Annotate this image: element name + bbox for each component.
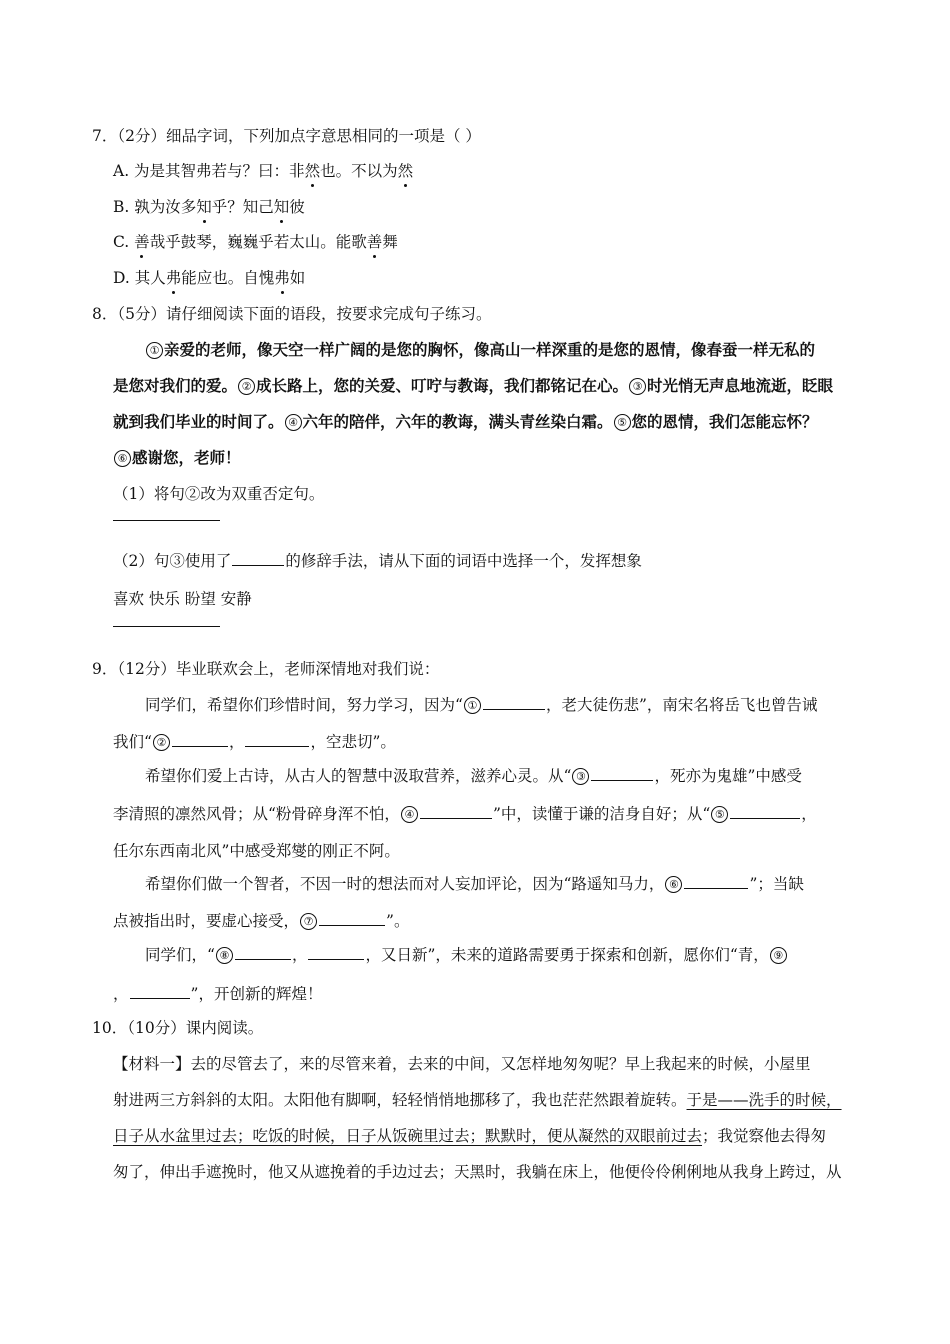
q9-blank-2a[interactable] xyxy=(172,732,228,747)
q9-blank-8b[interactable] xyxy=(308,945,364,960)
q8-sub1: （1）将句②改为双重否定句。 xyxy=(113,485,325,503)
q7-option-d: D. 其人弗能应也。自愧弗如 xyxy=(113,269,306,287)
q9-stem: 9．（12分）毕业联欢会上，老师深情地对我们说： xyxy=(92,660,440,678)
q8-passage-line2: 是您对我们的爱。 ② 成长路上，您的关爱、叮咛与教诲，我们都铭记在心。 ③ 时光悄无声息地流逝，眨眼 xyxy=(113,377,834,395)
q9-blank-9[interactable] xyxy=(130,984,190,999)
q9-p2-line3: 任尔东西南北风”中感受郑燮的刚正不阿。 xyxy=(113,842,400,860)
q10-material1-line3: 日子从水盆里过去；吃饭的时候，日子从饭碗里过去；默默时，便从凝然的双眼前过去；我觉察他去得匆 xyxy=(113,1127,827,1145)
q8-passage-line4: ⑥ 感谢您，老师！ xyxy=(113,447,241,469)
q7-stem: 7．（2分）细品字词，下列加点字意思相同的一项是（ ） xyxy=(92,127,481,145)
q9-blank-3[interactable] xyxy=(591,766,653,781)
q8-sub2: （2）句③使用了 的修辞手法，请从下面的词语中选择一个，发挥想象 xyxy=(113,552,642,570)
q10-underlined-sentence-part1: 于是——洗手的时候， xyxy=(686,1091,842,1109)
q8-stem: 8．（5分）请仔细阅读下面的语段，按要求完成句子练习。 xyxy=(92,305,492,323)
q9-blank-1[interactable] xyxy=(483,695,545,710)
q9-p1-line1: 同学们，希望你们珍惜时间，努力学习，因为“ ① ，老大徒伤悲”，南宋名将岳飞也曾告诫 xyxy=(145,696,818,714)
q10-underlined-sentence-part2: 日子从水盆里过去；吃饭的时候，日子从饭碗里过去；默默时，便从凝然的双眼前过去 xyxy=(113,1127,703,1145)
q9-p4-line2: ， ”，开创新的辉煌！ xyxy=(113,985,323,1003)
q8-sub2-answer-line[interactable] xyxy=(113,626,220,627)
q9-p4-line1: 同学们，“ ⑧ ， ，又日新”，未来的道路需要勇于探索和创新，愿你们“青， ⑨ xyxy=(145,944,788,966)
q10-stem: 10．（10分）课内阅读。 xyxy=(92,1019,264,1037)
q7-option-a: A. 为是其智弗若与？曰：非然也。不以为然 xyxy=(113,162,414,180)
q9-blank-7[interactable] xyxy=(319,911,385,926)
q8-sub2-blank[interactable] xyxy=(232,551,284,566)
q10-material1-line4: 匆了，伸出手遮挽时，他又从遮挽着的手边过去；天黑时，我躺在床上，他便伶伶俐俐地从我身上跨过，从 xyxy=(113,1163,842,1181)
q8-passage-line1: ① 亲爱的老师，像天空一样广阔的是您的胸怀，像高山一样深重的是您的恩情，像春蚕一样无私的 xyxy=(145,339,815,361)
q9-p3-line1: 希望你们做一个智者，不因一时的想法而对人妄加评论，因为“路遥知马力， ⑥ ”；当缺 xyxy=(145,875,804,893)
q9-p1-line2: 我们“ ② ， ，空悲切”。 xyxy=(113,733,396,751)
q9-blank-4[interactable] xyxy=(420,804,492,819)
q7-option-b: B. 孰为汝多知乎？知己知彼 xyxy=(113,198,305,216)
q8-sub1-answer-line[interactable] xyxy=(113,520,220,521)
q9-blank-6[interactable] xyxy=(684,874,748,889)
q9-blank-5[interactable] xyxy=(730,804,800,819)
q7-option-c: C. 善哉乎鼓琴，巍巍乎若太山。能歌善舞 xyxy=(113,233,398,251)
q8-word-choices: 喜欢 快乐 盼望 安静 xyxy=(113,590,252,608)
q9-blank-2b[interactable] xyxy=(245,732,309,747)
q9-blank-8a[interactable] xyxy=(235,945,291,960)
q9-p2-line1: 希望你们爱上古诗，从古人的智慧中汲取营养，滋养心灵。从“ ③ ，死亦为鬼雄”中感受 xyxy=(145,767,802,785)
q9-p3-line2: 点被指出时，要虚心接受， ⑦ ”。 xyxy=(113,912,410,930)
q10-material1-line1: 【材料一】去的尽管去了，来的尽管来着，去来的中间，又怎样地匆匆呢？早上我起来的时候，小屋里 xyxy=(113,1055,811,1073)
q9-p2-line2: 李清照的凛然风骨；从“粉骨碎身浑不怕， ④ ”中，读懂于谦的洁身自好；从“ ⑤ ， xyxy=(113,805,817,823)
q10-material1-line2: 射进两三方斜斜的太阳。太阳他有脚啊，轻轻悄悄地挪移了，我也茫茫然跟着旋转。于是——洗手的时候， xyxy=(113,1091,842,1109)
q8-passage-line3: 就到我们毕业的时间了。 ④ 六年的陪伴，六年的教诲，满头青丝染白霜。 ⑤ 您的恩情，我们怎能忘怀？ xyxy=(113,413,818,431)
